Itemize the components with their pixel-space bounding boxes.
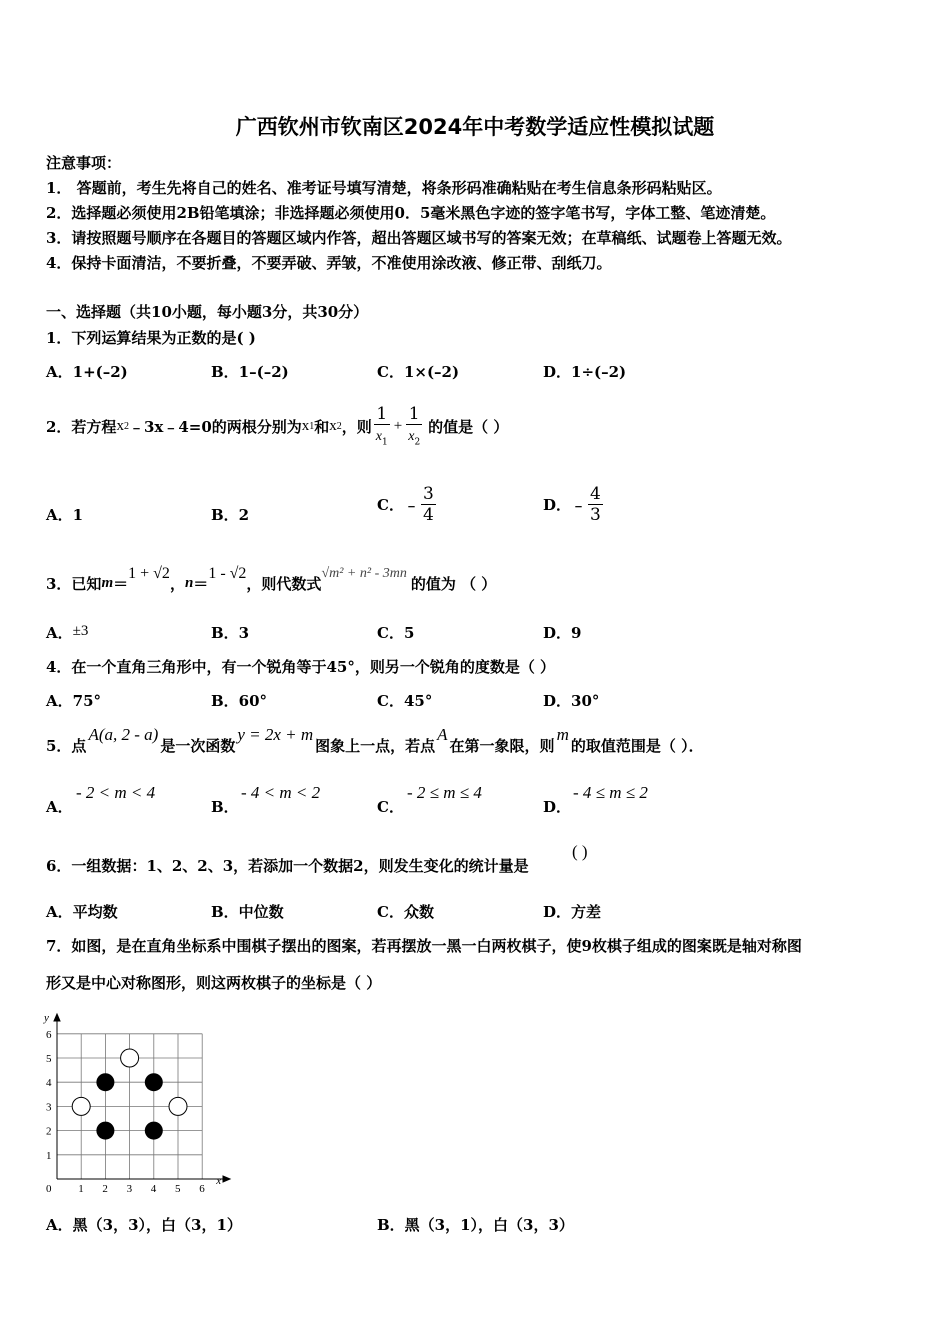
x-axis-label: x [216, 1175, 222, 1187]
q2-frac-1-num: 1 [376, 404, 388, 425]
q4-stem: 4．在一个直角三角形中，有一个锐角等于45°，则另一个锐角的度数是（ ） [46, 658, 556, 676]
q7-line-2: 形又是中心对称图形，则这两枚棋子的坐标是（ ） [46, 974, 382, 992]
black-stone [96, 1073, 114, 1091]
q1-option-b: B．1–(–2) [211, 363, 289, 381]
q2-x2: x [329, 417, 337, 434]
notice-item-4: 4．保持卡面清洁，不要折叠，不要弄破、弄皱，不准使用涂改液、修正带、刮纸刀。 [46, 254, 612, 272]
q5-t3: 在第一象限，则 [449, 736, 555, 755]
y-tick-label: 4 [46, 1077, 52, 1090]
q2-sup: 2 [123, 420, 129, 432]
q3-nval: 1 - √2 [208, 565, 247, 582]
q1-stem: 1．下列运算结果为正数的是( ) [46, 329, 256, 347]
y-tick-label: 2 [46, 1125, 52, 1138]
black-stone [145, 1122, 163, 1140]
q3-n: n [184, 574, 194, 591]
y-tick-label: 5 [46, 1053, 52, 1065]
q5-option-c-label: C． [377, 798, 404, 816]
section-heading: 一、选择题（共10小题，每小题3分，共30分） [46, 303, 369, 321]
q6-option-a: A．平均数 [46, 903, 118, 921]
q2-then: ，则 [341, 417, 372, 436]
axis-labels [43, 1012, 221, 1195]
q2-option-c-frac [421, 484, 436, 525]
q5-point: A(a, 2 - a) [88, 725, 159, 744]
q2-option-d-label: D．﹣ [543, 495, 587, 514]
q2-plus: + [393, 417, 403, 434]
q1-option-d: D．1÷(–2) [543, 363, 627, 381]
q1-option-a: A．1+(–2) [46, 363, 128, 381]
q2-prefix: 2．若方程 [46, 417, 117, 436]
y-tick-label: 1 [46, 1149, 52, 1162]
x-tick-label: 5 [175, 1183, 181, 1195]
page-title: 广西钦州市钦南区2024年中考数学适应性模拟试题 [235, 115, 715, 139]
q5-option-a-range: - 2 < m < 4 [76, 783, 156, 802]
y-tick-label: 3 [46, 1101, 52, 1114]
q2-option-d-num: 4 [590, 483, 601, 504]
x-tick-label: 4 [150, 1183, 157, 1195]
x-tick-label: 2 [102, 1183, 108, 1195]
q2-option-b: B．2 [211, 506, 250, 524]
q2-eq: ﹣3x﹣4=0的两根分别为 [128, 417, 302, 436]
q5-option-b-label: B． [211, 798, 239, 816]
q2-frac-2-num: 1 [408, 404, 420, 425]
notice-item-2: 2．选择题必须使用2B铅笔填涂；非选择题必须使用0．5毫米黑色字迹的签字笔书写，字体工整、笔迹清楚。 [46, 204, 776, 222]
q5-option-b-range: - 4 < m < 2 [241, 783, 321, 802]
q2-frac-1-den-sub: 1 [382, 437, 388, 448]
q2-x: x [116, 417, 124, 434]
q2-option-c-num: 3 [422, 483, 434, 504]
q3-prefix: 3．已知 [46, 574, 102, 593]
q6-option-c: C．众数 [377, 903, 434, 921]
q2-option-c-den: 4 [422, 504, 434, 525]
q3-option-a-label: A． [46, 624, 73, 642]
q3-m: m [101, 574, 114, 591]
q2-option-d [543, 480, 603, 528]
q2-option-d-den: 3 [590, 504, 601, 525]
q3-eq2: ＝ [193, 574, 209, 593]
q5-prefix: 5．点 [46, 736, 87, 755]
x-tick-label: 1 [78, 1183, 84, 1195]
q7-option-b: B．黑（3，1），白（3，3） [377, 1216, 574, 1234]
q3-option-b: B．3 [211, 624, 250, 642]
y-tick-label: 6 [46, 1028, 52, 1041]
q7-line-1: 7．如图，是在直角坐标系中围棋子摆出的图案，若再摆放一黑一白两枚棋子，使9枚棋子组成的图案既是轴对称图 [46, 937, 802, 955]
q2-frac-2-den [406, 424, 422, 447]
x-tick-label: 3 [126, 1183, 133, 1195]
q2-x1: x [301, 417, 310, 434]
q4-option-d: D．30° [543, 692, 600, 710]
q3-mval: 1 + √2 [128, 565, 170, 582]
q3-option-a-value: ±3 [72, 623, 89, 639]
q5-option-a-label: A． [46, 798, 73, 816]
q6-option-d: D．方差 [543, 903, 602, 921]
q3-mid: ，则代数式 [246, 574, 322, 593]
q2-frac-1-den [374, 424, 390, 447]
q2-stem [46, 396, 508, 456]
q3-suffix: 的值为 （ ） [410, 574, 497, 593]
white-stone [169, 1097, 187, 1115]
q5-stem [46, 725, 704, 765]
q2-and: 和 [314, 417, 330, 436]
q3-option-c: C．5 [377, 624, 415, 642]
origin-label: 0 [46, 1183, 52, 1195]
q2-frac-2-den-sub: 2 [414, 437, 421, 448]
q3-eq1: ＝ [113, 574, 129, 593]
x-axis-arrow [223, 1176, 230, 1182]
q2-frac-1 [374, 404, 390, 447]
q6-paren: ( ) [572, 842, 588, 861]
q4-option-a: A．75° [46, 692, 102, 710]
q2-option-c-label: C．﹣ [377, 495, 419, 514]
y-axis-arrow [54, 1014, 60, 1021]
y-axis-label: y [44, 1012, 49, 1024]
q5-t2: 图象上一点，若点 [315, 736, 436, 755]
q2-frac-1-den-x: x [375, 429, 383, 445]
q5-A: A [437, 725, 448, 744]
white-stone [72, 1097, 90, 1115]
black-stone [96, 1122, 114, 1140]
notice-heading: 注意事项： [46, 154, 122, 172]
q2-frac-2-den-x: x [408, 429, 415, 445]
q5-option-c-range: - 2 ≤ m ≤ 4 [407, 783, 482, 802]
q2-sub1: 1 [309, 420, 315, 432]
q5-option-d-label: D． [543, 798, 572, 816]
q5-func: y = 2x + m [237, 725, 314, 744]
q5-option-d-range: - 4 ≤ m ≤ 2 [573, 783, 648, 802]
q3-comma: ， [169, 574, 185, 593]
q5-t4: 的取值范围是（ ）． [570, 736, 704, 755]
q3-option-d: D．9 [543, 624, 582, 642]
q3-option-a [46, 622, 88, 643]
q5-t1: 是一次函数 [160, 736, 236, 755]
white-stone [121, 1049, 139, 1067]
black-stone [145, 1073, 163, 1091]
q5-m: m [556, 725, 569, 744]
q6-option-b: B．中位数 [211, 903, 284, 921]
q1-option-c: C．1×(–2) [377, 363, 460, 381]
q3-expr: √m² + n² - 3mn [321, 566, 407, 581]
x-tick-label: 6 [199, 1183, 205, 1195]
go-board-figure [40, 1008, 240, 1198]
q2-sub2: 2 [336, 420, 342, 432]
q4-option-c: C．45° [377, 692, 433, 710]
q6-stem: 6．一组数据：1、2、2、3，若添加一个数据2，则发生变化的统计量是 [46, 857, 529, 875]
q2-option-a: A．1 [46, 506, 84, 524]
q2-option-d-frac [588, 484, 603, 525]
q7-option-a: A．黑（3，3），白（3，1） [46, 1216, 242, 1234]
q2-option-c [377, 480, 436, 528]
q2-suffix: 的值是（ ） [428, 417, 509, 436]
notice-item-3: 3．请按照题号顺序在各题目的答题区域内作答，超出答题区域书写的答案无效；在草稿纸、试题卷上答题无效。 [46, 229, 792, 247]
notice-item-1: 1． 答题前，考生先将自己的姓名、准考证号填写清楚，将条形码准确粘贴在考生信息条形码粘贴区。 [46, 179, 722, 197]
q3-stem [46, 563, 496, 603]
q2-frac-2 [406, 404, 422, 447]
q4-option-b: B．60° [211, 692, 268, 710]
